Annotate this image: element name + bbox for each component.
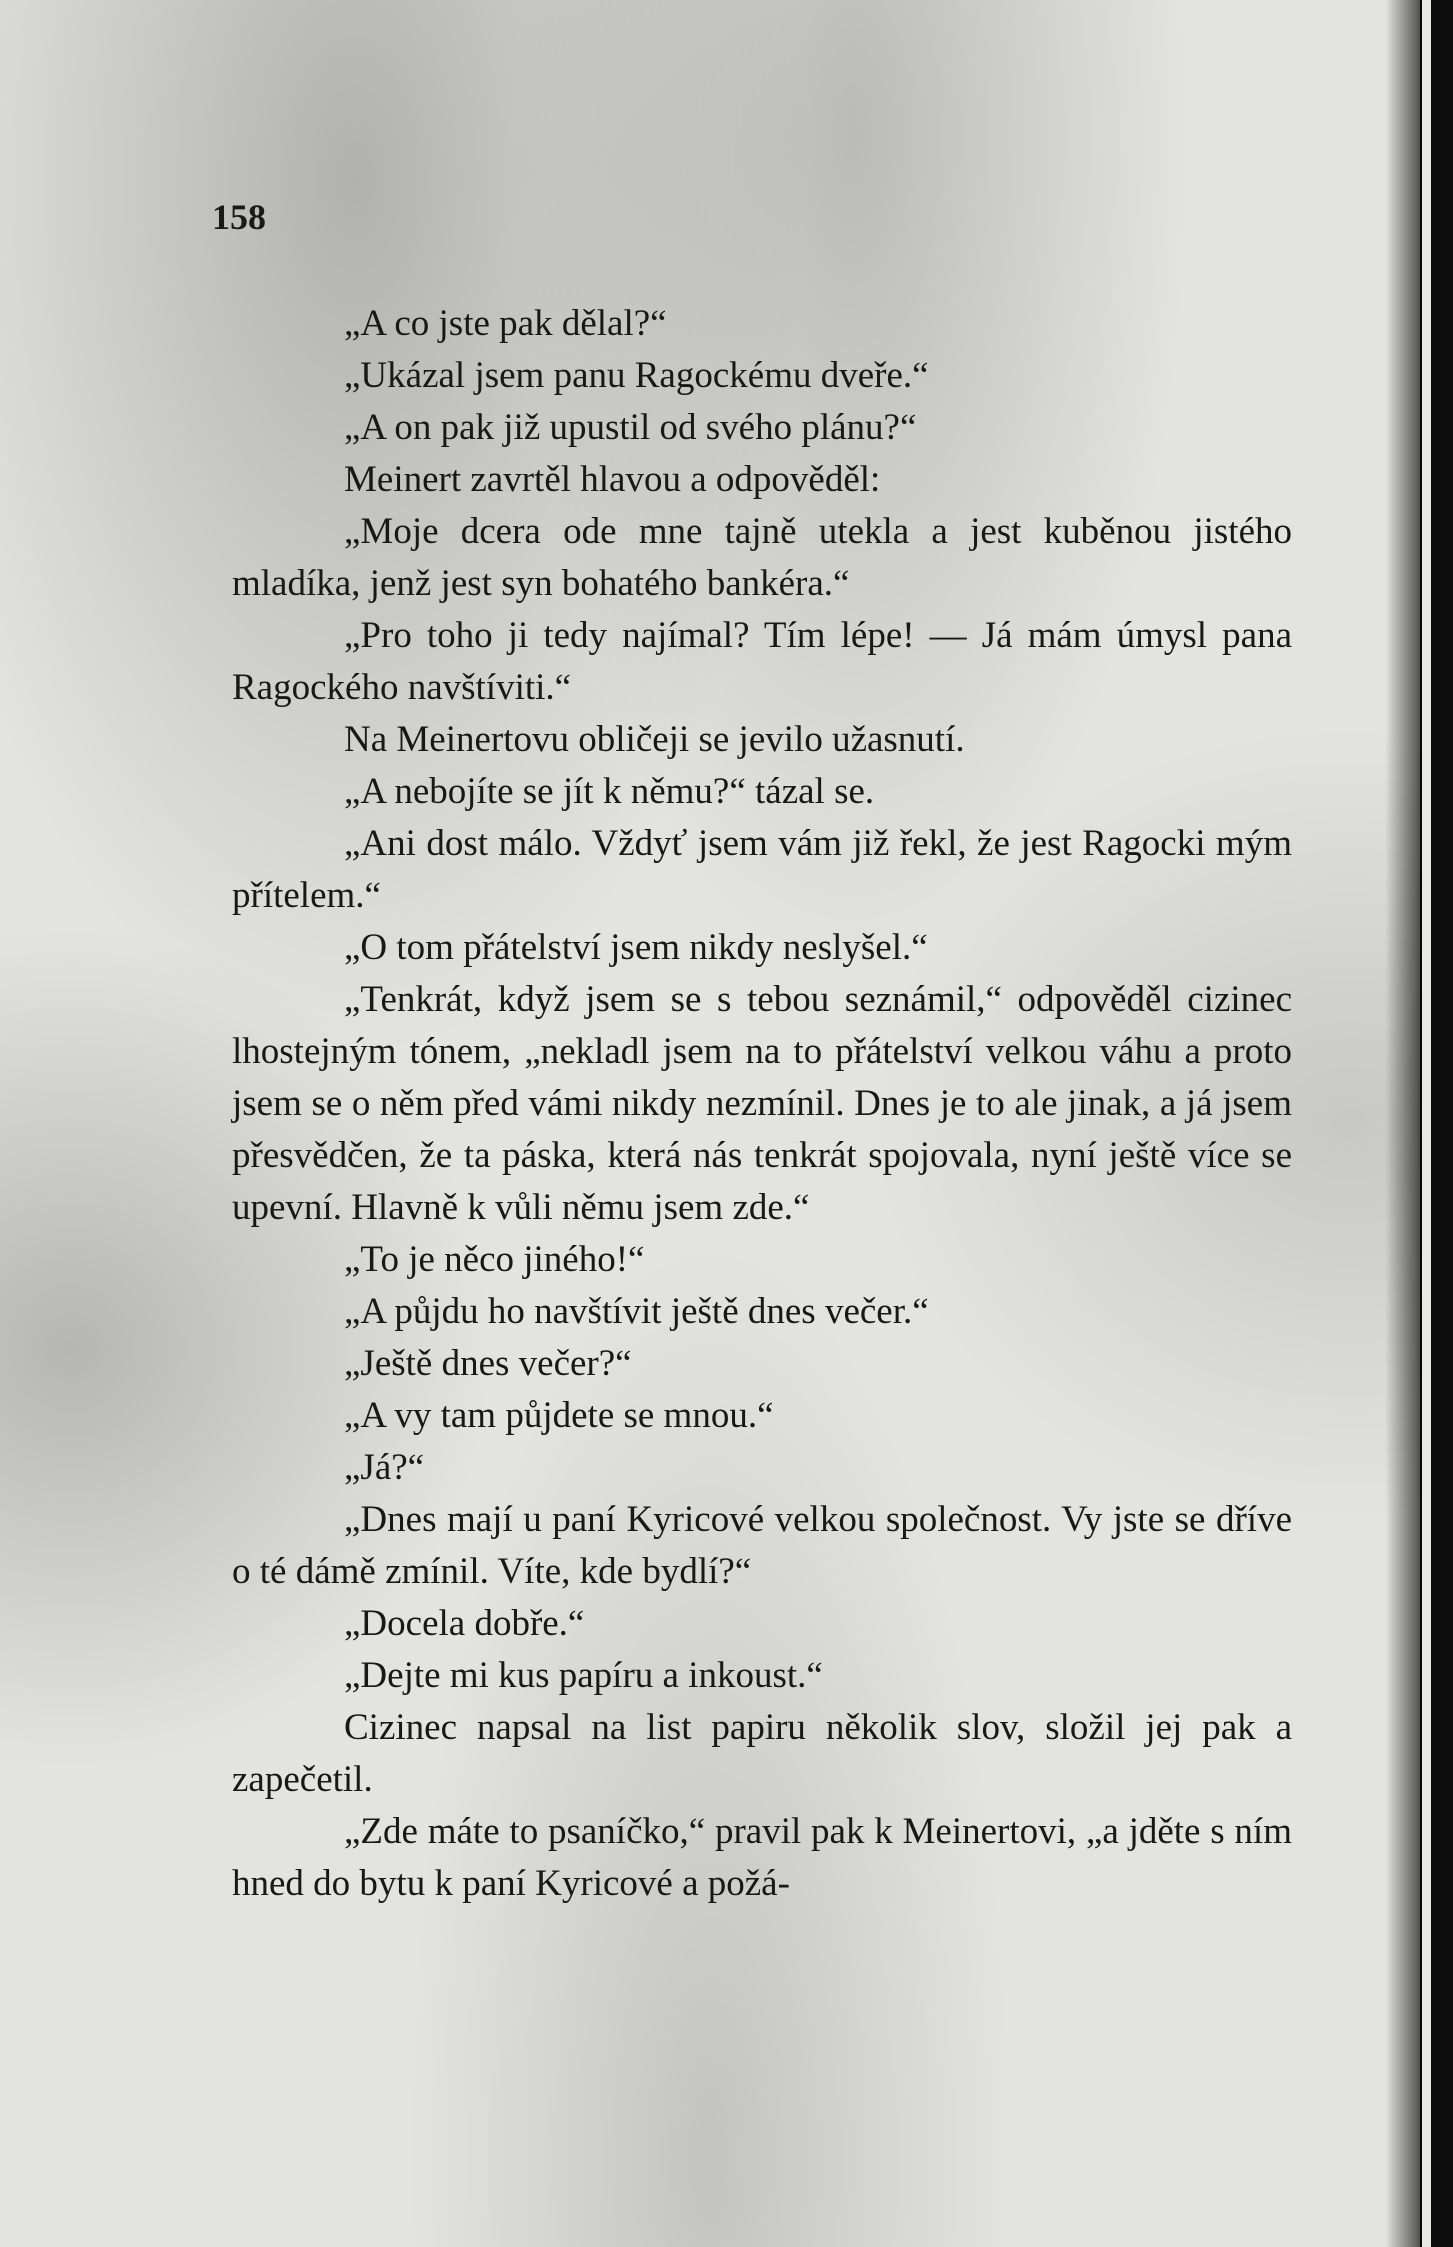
paragraph: „Ani dost málo. Vždyť jsem vám již řekl, že jest Ragocki mým přítelem.“ [232, 823, 1292, 916]
paragraph: „Pro toho ji tedy najímal? Tím lépe! — Já mám úmysl pana Ragockého navštíviti.“ [232, 615, 1292, 708]
paragraph: „Tenkrát, když jsem se s tebou seznámil,“ odpověděl cizinec lhostejným tónem, „nekladl jsem na to přátelství velkou váhu a proto jsem se o něm před vámi nikdy nezmínil. Dnes je to ale jinak, a já jsem přesvědčen, že ta páska, která nás tenkrát spojovala, nyní ještě více se upevní. Hlavně k vůli němu jsem zde.“ [232, 979, 1292, 1228]
paragraph: „Zde máte to psaníčko,“ pravil pak k Meinertovi, „a jděte s ním hned do bytu k paní Kyricové a požá- [232, 1811, 1292, 1904]
page-number: 158 [212, 197, 266, 237]
paragraph: „A on pak již upustil od svého plánu?“ [344, 407, 917, 448]
body-text [232, 298, 1292, 1910]
page-edge-shadow [1385, 0, 1453, 2247]
paragraph: „Ještě dnes večer?“ [344, 1343, 632, 1384]
page-edge-line [1422, 0, 1431, 2247]
paragraph: Cizinec napsal na list papiru několik slov, složil jej pak a zapečetil. [232, 1707, 1292, 1800]
paragraph: „A nebojíte se jít k němu?“ tázal se. [344, 771, 875, 812]
paragraph: „Dejte mi kus papíru a inkoust.“ [344, 1655, 823, 1696]
paragraph: Meinert zavrtěl hlavou a odpověděl: [344, 459, 881, 500]
paragraph: „A co jste pak dělal?“ [344, 303, 667, 344]
paragraph: „Já?“ [344, 1447, 425, 1488]
paragraph: „Dnes mají u paní Kyricové velkou společnost. Vy jste se dříve o té dámě zmínil. Víte, kde bydlí?“ [232, 1499, 1292, 1592]
paragraph: „A půjdu ho navštívit ještě dnes večer.“ [344, 1291, 929, 1332]
paragraph: „To je něco jiného!“ [344, 1239, 645, 1280]
paragraph: „Docela dobře.“ [344, 1603, 585, 1644]
paragraph: Na Meinertovu obličeji se jevilo užasnutí. [344, 719, 965, 760]
paragraph: „Moje dcera ode mne tajně utekla a jest kuběnou jistého mladíka, jenž jest syn bohatého bankéra.“ [232, 511, 1292, 604]
paragraph: „O tom přátelství jsem nikdy neslyšel.“ [344, 927, 928, 968]
paragraph: „A vy tam půjdete se mnou.“ [344, 1395, 774, 1436]
paragraph: „Ukázal jsem panu Ragockému dveře.“ [344, 355, 929, 396]
